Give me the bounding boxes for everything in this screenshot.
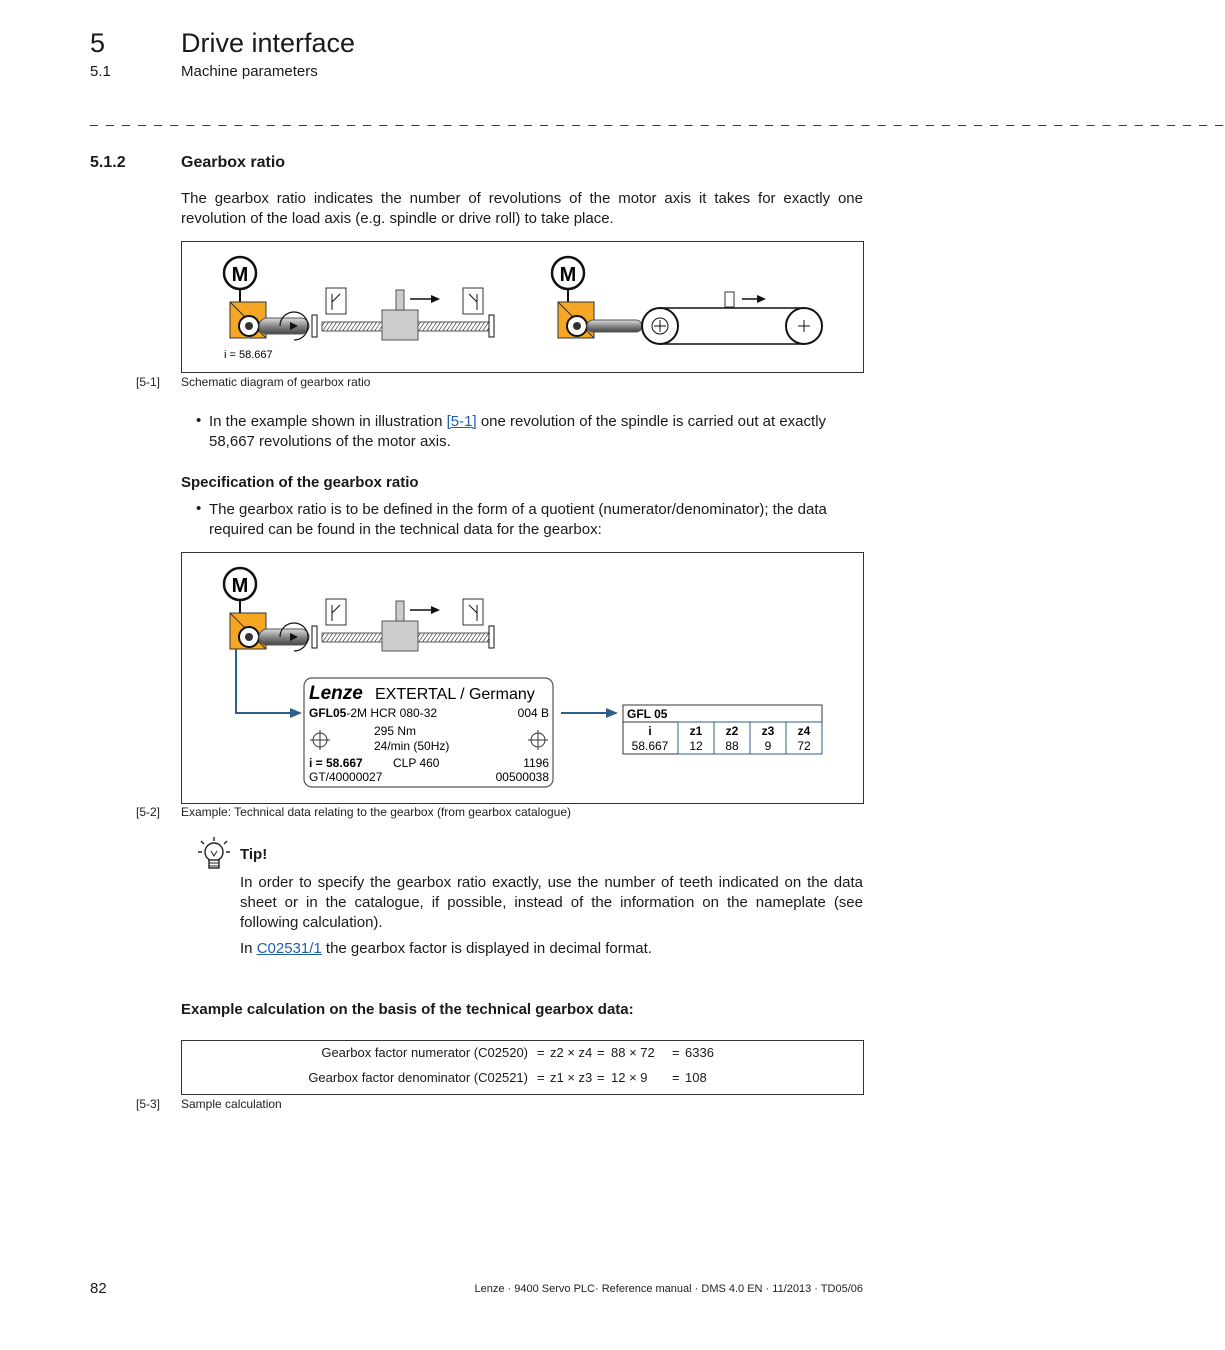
calc-label: Gearbox factor numerator (C02520) bbox=[321, 1045, 528, 1060]
lightbulb-icon bbox=[196, 836, 232, 875]
svg-text:CLP 460: CLP 460 bbox=[393, 756, 440, 770]
tip-heading: Tip! bbox=[240, 846, 268, 863]
calc-result: 6336 bbox=[685, 1045, 714, 1060]
svg-text:58.667: 58.667 bbox=[631, 739, 669, 753]
figure-caption: Sample calculation bbox=[181, 1097, 282, 1111]
table-title: GFL 05 bbox=[627, 707, 668, 721]
parameter-link[interactable]: C02531/1 bbox=[256, 940, 322, 957]
intro-paragraph: The gearbox ratio indicates the number of revolutions of the motor axis it takes for exactly one revolution of the load axis (e.g. spindle or drive roll) to take place. bbox=[181, 190, 863, 227]
technical-data-diagram bbox=[182, 553, 863, 803]
calc-label: Gearbox factor denominator (C02521) bbox=[308, 1070, 528, 1085]
svg-text:z1: z1 bbox=[689, 724, 703, 738]
page-number: 82 bbox=[90, 1280, 107, 1297]
brand-logo: Lenze bbox=[309, 683, 363, 704]
svg-text:z2: z2 bbox=[725, 724, 739, 738]
svg-text:z3: z3 bbox=[761, 724, 775, 738]
svg-text:i: i bbox=[648, 724, 652, 738]
svg-text:72: 72 bbox=[797, 739, 811, 753]
bullet-marker: • bbox=[196, 500, 202, 517]
svg-text:12: 12 bbox=[689, 739, 703, 753]
svg-text:z4: z4 bbox=[797, 724, 811, 738]
svg-text:M: M bbox=[231, 575, 249, 597]
svg-text:M: M bbox=[559, 264, 577, 286]
gearbox-data-table bbox=[623, 705, 822, 754]
bullet-item: In the example shown in illustration [5-1] one revolution of the spindle is carried out at exactly 58,667 revolutions of the motor axis. bbox=[209, 413, 827, 450]
figure-caption: Schematic diagram of gearbox ratio bbox=[181, 375, 371, 389]
schematic-diagram bbox=[182, 242, 863, 372]
bullet-item: The gearbox ratio is to be defined in the form of a quotient (numerator/denominator); the data required can be found in the technical data for the gearbox: bbox=[209, 501, 827, 538]
tip-text-line2: In C02531/1 the gearbox factor is displayed in decimal format. bbox=[240, 940, 652, 957]
figure-caption: Example: Technical data relating to the gearbox (from gearbox catalogue) bbox=[181, 805, 572, 819]
gearbox-nameplate bbox=[304, 678, 553, 787]
svg-text:GT/40000027: GT/40000027 bbox=[309, 770, 383, 784]
svg-text:i = 58.667: i = 58.667 bbox=[309, 756, 363, 770]
svg-text:00500038: 00500038 bbox=[495, 770, 549, 784]
tip-text: In order to specify the gearbox ratio exactly, use the number of teeth indicated on the data sheet or in the catalogue, if possible, instead of the information on the nameplate (see following calculation). bbox=[240, 874, 863, 931]
svg-text:EXTERTAL / Germany: EXTERTAL / Germany bbox=[375, 686, 535, 703]
svg-text:004 B: 004 B bbox=[517, 706, 549, 720]
ratio-label: i = 58.667 bbox=[224, 349, 273, 361]
calc-result: 108 bbox=[685, 1070, 707, 1085]
svg-text:88: 88 bbox=[725, 739, 739, 753]
svg-text:1196: 1196 bbox=[523, 756, 549, 770]
svg-text:24/min (50Hz): 24/min (50Hz) bbox=[374, 739, 450, 753]
subsection-title: Gearbox ratio bbox=[181, 154, 286, 171]
chapter-title: Drive interface bbox=[181, 28, 356, 58]
bullet-marker: • bbox=[196, 412, 202, 429]
svg-text:295 Nm: 295 Nm bbox=[374, 724, 417, 738]
footer-text: Lenze · 9400 Servo PLC· Reference manual · DMS 4.0 EN · 11/2013 · TD05/06 bbox=[474, 1283, 863, 1295]
svg-text:9: 9 bbox=[764, 739, 772, 753]
svg-text:M: M bbox=[231, 264, 249, 286]
header-separator: _ _ _ _ _ _ _ _ _ _ _ _ _ _ _ _ _ _ _ _ _ _ _ _ _ _ _ _ _ _ _ _ _ _ _ _ _ _ _ _ _ _ _ _ _ _ _ _ _ _ _ _ _ _ _ _ _ _ _ _ _ _ _ _ _ _ _ _ _ _ _ bbox=[90, 110, 1225, 126]
section-number: 5.1 bbox=[90, 63, 111, 80]
figure-number: [5-3] bbox=[136, 1097, 161, 1111]
subsection-number: 5.1.2 bbox=[90, 154, 126, 171]
chapter-number: 5 bbox=[90, 28, 106, 58]
calculation-box: Gearbox factor numerator (C02520) = z2 × z4 = 88 × 72 = 6336 Gearbox factor denominator (C02521) = z1 × z3 = 12 × 9 = 108 bbox=[181, 1040, 864, 1095]
figure-technical-data bbox=[181, 552, 864, 804]
svg-text:GFL05-2M HCR 080-32: GFL05-2M HCR 080-32 bbox=[309, 706, 438, 720]
figure-number: [5-2] bbox=[136, 805, 161, 819]
figure-schematic-gearbox bbox=[181, 241, 864, 373]
section-title: Machine parameters bbox=[181, 63, 318, 80]
calculation-heading: Example calculation on the basis of the technical gearbox data: bbox=[181, 1001, 634, 1018]
figure-link[interactable]: [5-1] bbox=[446, 413, 477, 430]
spec-heading: Specification of the gearbox ratio bbox=[181, 474, 419, 491]
figure-number: [5-1] bbox=[136, 375, 161, 389]
